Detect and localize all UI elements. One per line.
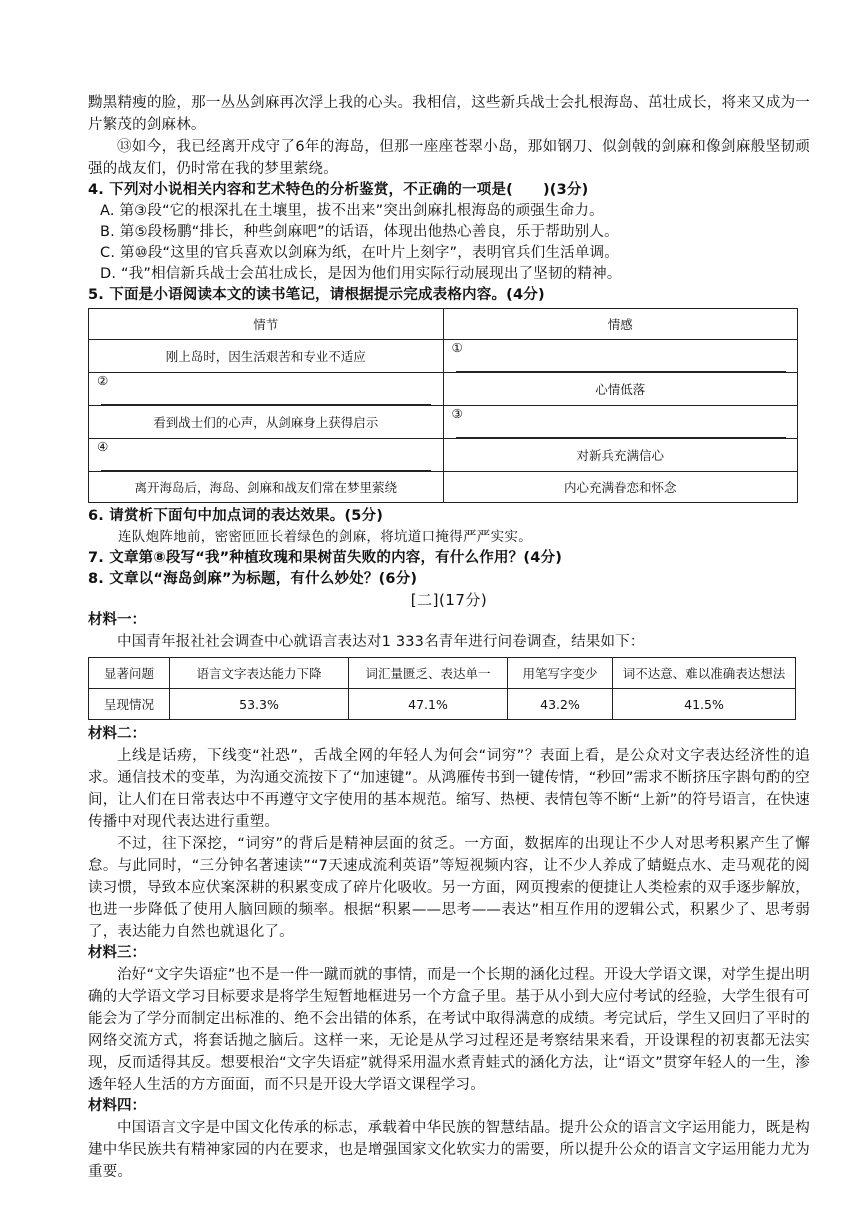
survey-header: 用笔写字变少 bbox=[508, 658, 613, 689]
survey-value: 47.1% bbox=[349, 689, 508, 720]
answer-line[interactable] bbox=[101, 388, 431, 405]
table-header-row bbox=[89, 309, 798, 340]
survey-table bbox=[88, 657, 796, 720]
question-5: 5. 下面是小语阅读本文的读书笔记，请根据提示完成表格内容。(4分) bbox=[88, 287, 545, 303]
table-row bbox=[89, 373, 798, 406]
survey-header-row bbox=[89, 658, 796, 689]
option-a: A. 第③段“它的根深扎在土壤里，拔不出来”突出剑麻扎根海岛的顽强生命力。 bbox=[100, 203, 604, 219]
survey-header: 词不达意、难以准确表达想法 bbox=[613, 658, 796, 689]
material-1-intro: 中国青年报社社会调查中心就语言表达对1 333名青年进行问卷调查，结果如下： bbox=[117, 634, 645, 650]
material-4-paragraph: 中国语言文字是中国文化传承的标志，承载着中华民族的智慧结晶。提升公众的语言文字运用能力，既是构建中华民族共有精神家园的内在要求，也是增强国家文化软实力的需要，所以提升公众的语言文字运用能力尤为重要。 bbox=[88, 1120, 810, 1180]
material-3-paragraph: 治好“文字失语症”也不是一件一蹴而就的事情，而是一个长期的涵化过程。开设大学语文课，对学生提出明确的大学语文学习目标要求是将学生短暂地框进另一个方盒子里。基于从小到大应付考试的经验，大学生很有可能会为了学分而制定出标准的、绝不会出错的体系，在考试中取得满意的成绩。考完试后，学生又回归了平时的网络交流方式，将套话抛之脑后。这样一来，无论是从学习过程还是考察结果来看，开设课程的初衷都无法实现，反而适得其反。想要根治“文字失语症”就得采用温水煮青蛙式的涵化方法，让“语文”贯穿年轻人的一生，渗透年轻人生活的方方面面，而不只是开设大学语文课程学习。 bbox=[88, 967, 810, 1093]
option-b: B. 第⑤段杨鹏“排长，种些剑麻吧”的话语，体现出他热心善良，乐于帮助别人。 bbox=[100, 224, 619, 240]
question-4 bbox=[88, 180, 810, 201]
material-1-label: 材料一： bbox=[88, 612, 146, 628]
blank-number: ② bbox=[97, 373, 109, 388]
survey-header: 语言文字表达能力下降 bbox=[170, 658, 349, 689]
option-d: D. “我”相信新兵战士会茁壮成长，是因为他们用实际行动展现出了坚韧的精神。 bbox=[100, 266, 622, 282]
table-cell: 对新兵充满信心 bbox=[443, 439, 798, 472]
survey-header: 显著问题 bbox=[89, 658, 170, 689]
table-cell-blank[interactable] bbox=[89, 373, 444, 406]
material-2-label: 材料二： bbox=[88, 726, 146, 742]
question-4-stem: 4. 下列对小说相关内容和艺术特色的分析鉴赏，不正确的一项是( bbox=[88, 182, 513, 198]
table-cell: 看到战士们的心声，从剑麻身上获得启示 bbox=[89, 406, 444, 439]
table-cell-blank[interactable] bbox=[443, 340, 798, 373]
survey-value: 41.5% bbox=[613, 689, 796, 720]
question-6-sentence: 连队炮阵地前，密密匝匝长着绿色的剑麻，将坑道口掩得严严实实。 bbox=[118, 529, 532, 545]
material-2-paragraph-1: 上线是话痨，下线变“社恐”，舌战全网的年轻人为何会“词穷”？表面上看，是公众对文字表达经济性的追求。通信技术的变革，为沟通交流按下了“加速键”。从鸿雁传书到一键传情，“秒回”需求不断挤压字斟句酌的空间，让人们在日常表达中不再遵守文字使用的基本规范。缩写、热梗、表情包等不断“上新”的符号语言，在快速传播中对现代表达进行重塑。 bbox=[88, 748, 810, 830]
blank-number: ① bbox=[451, 340, 463, 355]
reading-notes-table bbox=[88, 308, 798, 503]
header-emotion: 情感 bbox=[443, 309, 798, 340]
material-4-label: 材料四： bbox=[88, 1098, 146, 1114]
table-row bbox=[89, 472, 798, 503]
survey-value: 53.3% bbox=[170, 689, 349, 720]
passage-paragraph-13: ⑬如今，我已经离开戍守了6年的海岛，但那一座座苍翠小岛，那如钢刀、似剑戟的剑麻和像剑麻般坚韧顽强的战友们，仍时常在我的梦里萦绕。 bbox=[88, 139, 810, 177]
table-cell: 离开海岛后，海岛、剑麻和战友们常在梦里萦绕 bbox=[89, 472, 444, 503]
answer-line[interactable] bbox=[456, 421, 786, 438]
section-2-title: [二](17分) bbox=[410, 591, 488, 609]
table-row bbox=[89, 406, 798, 439]
question-7: 7. 文章第⑧段写“我”种植玫瑰和果树苗失败的内容，有什么作用？(4分) bbox=[88, 550, 563, 566]
blank-number: ④ bbox=[97, 439, 109, 454]
survey-header: 词汇量匮乏、表达单一 bbox=[349, 658, 508, 689]
table-cell: 刚上岛时，因生活艰苦和专业不适应 bbox=[89, 340, 444, 373]
answer-line[interactable] bbox=[101, 454, 431, 471]
survey-row-label: 呈现情况 bbox=[89, 689, 170, 720]
blank-number: ③ bbox=[451, 406, 463, 421]
table-cell: 心情低落 bbox=[443, 373, 798, 406]
option-c: C. 第⑩段“这里的官兵喜欢以剑麻为纸，在叶片上刻字”，表明官兵们生活单调。 bbox=[100, 245, 619, 261]
table-cell-blank[interactable] bbox=[89, 439, 444, 472]
material-2-paragraph-2: 不过，往下深挖，“词穷”的背后是精神层面的贫乏。一方面，数据库的出现让不少人对思考积累产生了懈怠。与此同时，“三分钟名著速读”“7天速成流利英语”等短视频内容，让不少人养成了蜻蜓点水、走马观花的阅读习惯，导致本应伏案深耕的积累变成了碎片化吸收。另一方面，网页搜索的便捷让人类检索的双手逐步解放，也进一步降低了使用人脑回顾的频率。根据“积累——思考——表达”相互作用的逻辑公式，积累少了、思考弱了，表达能力自然也就退化了。 bbox=[88, 836, 810, 940]
table-row bbox=[89, 439, 798, 472]
question-6: 6. 请赏析下面句中加点词的表达效果。(5分) bbox=[88, 508, 384, 524]
header-plot: 情节 bbox=[89, 309, 444, 340]
table-cell: 内心充满眷恋和怀念 bbox=[443, 472, 798, 503]
question-8: 8. 文章以“海岛剑麻”为标题，有什么妙处？(6分) bbox=[88, 571, 418, 587]
table-row bbox=[89, 340, 798, 373]
question-4-score: )(3分) bbox=[542, 182, 589, 198]
passage-paragraph: 黝黑精瘦的脸，那一丛丛剑麻再次浮上我的心头。我相信，这些新兵战士会扎根海岛、茁壮成长，将来又成为一片繁茂的剑麻林。 bbox=[88, 95, 810, 133]
survey-data-row bbox=[89, 689, 796, 720]
table-cell-blank[interactable] bbox=[443, 406, 798, 439]
survey-value: 43.2% bbox=[508, 689, 613, 720]
answer-line[interactable] bbox=[456, 355, 786, 372]
material-3-label: 材料三： bbox=[88, 945, 146, 961]
